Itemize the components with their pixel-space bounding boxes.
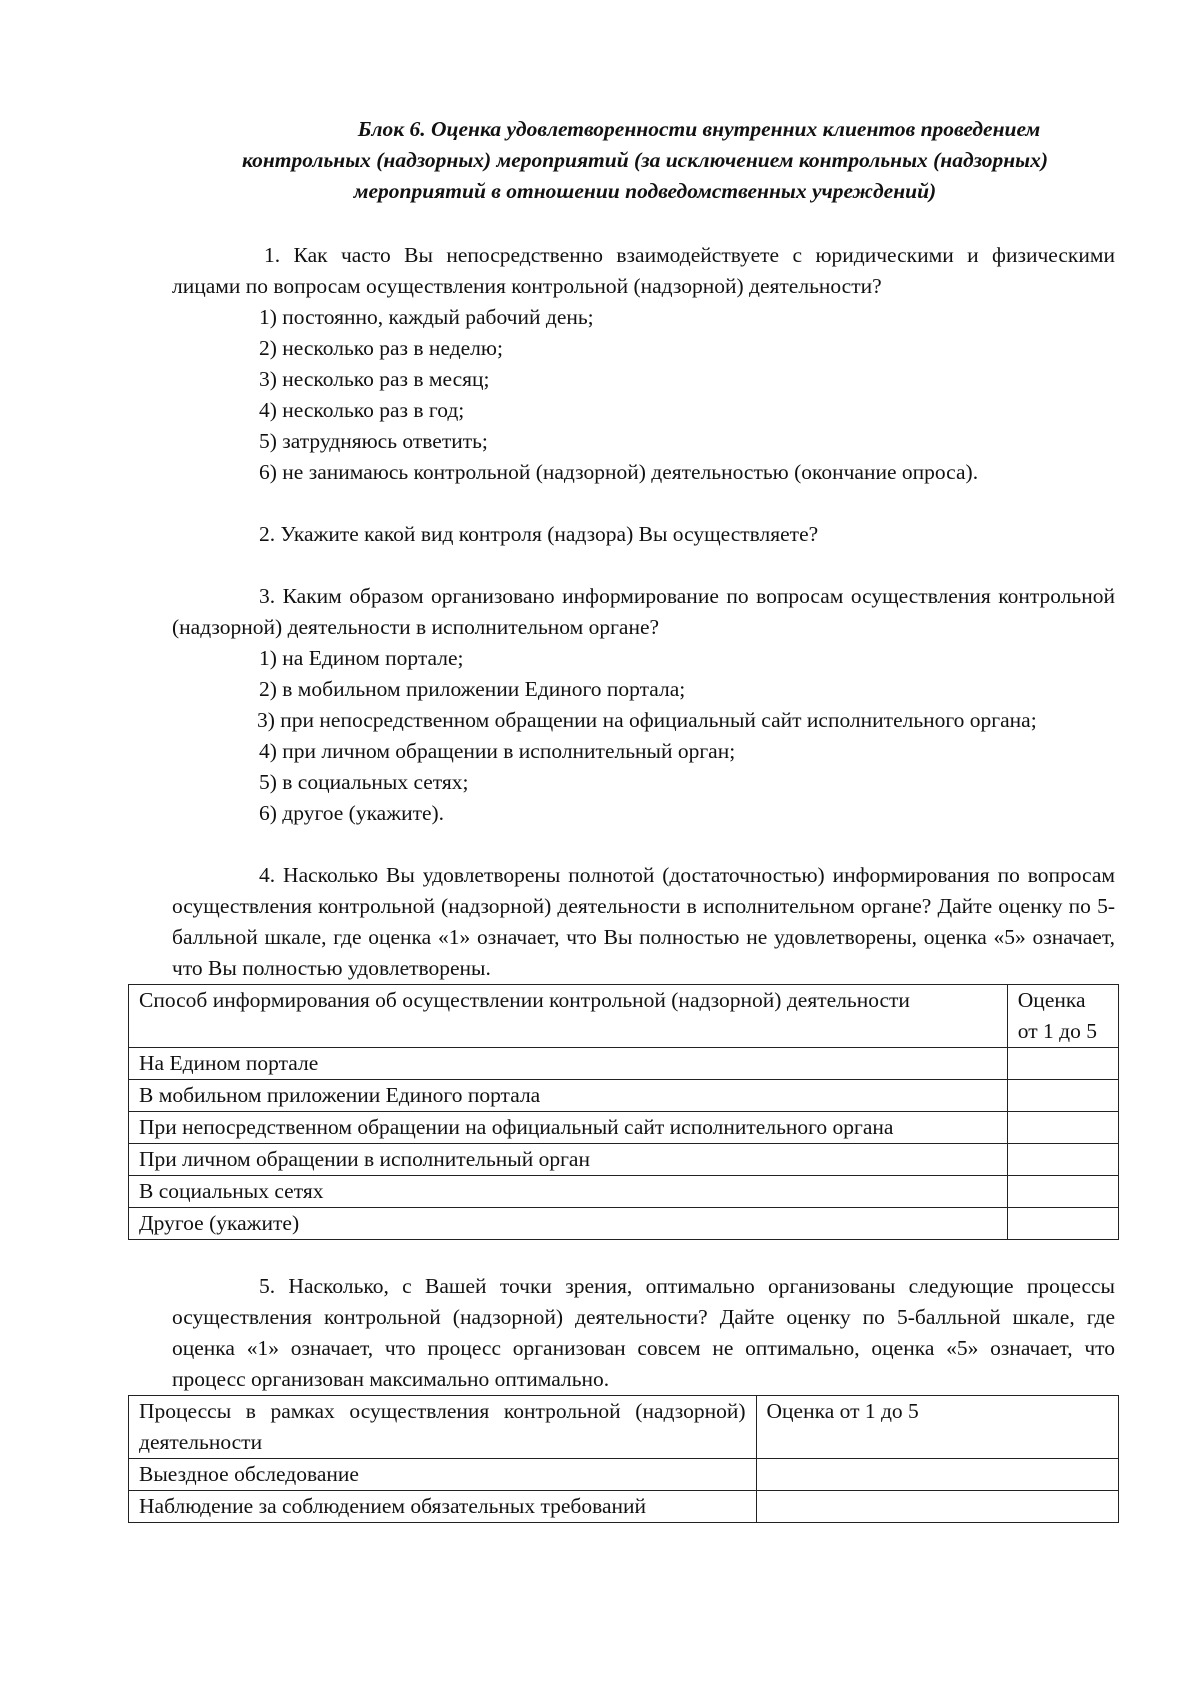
table-cell-score-input[interactable] (756, 1459, 1119, 1491)
q1-option-5: 5) затрудняюсь ответить; (259, 429, 488, 453)
table-row (129, 1112, 1119, 1144)
informing-rating-table (128, 984, 1119, 1240)
question-5: 5. Насколько, с Вашей точки зрения, оптимально организованы следующие процессы осуществления контрольной (надзорной) деятельности? Дайте оценку по 5-балльной шкале, где оценка «1» означает, что процесс организован совсем не оптимально, оценка «5» означает, что процесс организован максимально оптимально. (172, 1274, 1115, 1391)
question-2: 2. Укажите какой вид контроля (надзора) Вы осуществляете? (259, 522, 819, 546)
table-header-score: Оценка от 1 до 5 (756, 1396, 1119, 1459)
q3-option-4: 4) при личном обращении в исполнительный орган; (259, 739, 736, 763)
table-row (129, 1208, 1119, 1240)
table-cell-method: На Едином портале (129, 1048, 1008, 1080)
table-cell-score-input[interactable] (1007, 1048, 1118, 1080)
q1-option-4: 4) несколько раз в год; (259, 398, 465, 422)
block-title-line-1: Блок 6. Оценка удовлетворенности внутренних клиентов проведением (357, 117, 1041, 141)
q1-option-3: 3) несколько раз в месяц; (259, 367, 490, 391)
q3-option-5: 5) в социальных сетях; (259, 770, 469, 794)
process-rating-table (128, 1395, 1119, 1523)
block-title-line-3: мероприятий в отношении подведомственных учреждений) (353, 179, 937, 203)
table-row (129, 1459, 1119, 1491)
table-cell-score-input[interactable] (1007, 1144, 1118, 1176)
q1-option-1: 1) постоянно, каждый рабочий день; (259, 305, 594, 329)
table-header-method: Способ информирования об осуществлении контрольной (надзорной) деятельности (129, 985, 1008, 1048)
table-header-row (129, 1396, 1119, 1459)
block-title-line-2: контрольных (надзорных) мероприятий (за исключением контрольных (надзорных) (241, 148, 1049, 172)
table-cell-score-input[interactable] (1007, 1176, 1118, 1208)
table-cell-score-input[interactable] (1007, 1080, 1118, 1112)
question-3: 3. Каким образом организовано информирование по вопросам осуществления контрольной (надзорной) деятельности в исполнительном органе? (172, 584, 1115, 639)
table-row (129, 1080, 1119, 1112)
table-header-row (129, 985, 1119, 1048)
document-content (139, 240, 1115, 1523)
q1-option-2: 2) несколько раз в неделю; (259, 336, 503, 360)
q3-option-6: 6) другое (укажите). (259, 801, 445, 825)
question-4: 4. Насколько Вы удовлетворены полнотой (достаточностью) информирования по вопросам осуществления контрольной (надзорной) деятельности в исполнительном органе? Дайте оценку по 5-балльной шкале, где оценка «1» означает, что Вы полностью не удовлетворены, оценка «5» означает, что Вы полностью удовлетворены. (172, 863, 1115, 980)
table-cell-method: При непосредственном обращении на официальный сайт исполнительного органа (129, 1112, 1008, 1144)
table-cell-method: При личном обращении в исполнительный орган (129, 1144, 1008, 1176)
table-row (129, 1144, 1119, 1176)
q3-option-3: 3) при непосредственном обращении на официальный сайт исполнительного органа; (257, 708, 1037, 732)
table-header-score: Оценка от 1 до 5 (1007, 985, 1118, 1048)
q3-option-1: 1) на Едином портале; (259, 646, 464, 670)
q3-option-2: 2) в мобильном приложении Единого портала; (259, 677, 686, 701)
table-cell-process: Выездное обследование (129, 1459, 757, 1491)
table-row (129, 1491, 1119, 1523)
table-row (129, 1176, 1119, 1208)
table-cell-method: В мобильном приложении Единого портала (129, 1080, 1008, 1112)
question-1: 1. Как часто Вы непосредственно взаимодействуете с юридическими и физическими лицами по вопросам осуществления контрольной (надзорной) деятельности? (172, 243, 1115, 298)
block-title (160, 114, 1130, 207)
table-cell-score-input[interactable] (756, 1491, 1119, 1523)
table-cell-score-input[interactable] (1007, 1208, 1118, 1240)
table-cell-score-input[interactable] (1007, 1112, 1118, 1144)
q1-option-6: 6) не занимаюсь контрольной (надзорной) деятельностью (окончание опроса). (259, 460, 979, 484)
table-header-process: Процессы в рамках осуществления контрольной (надзорной) деятельности (129, 1396, 757, 1459)
table-cell-method: В социальных сетях (129, 1176, 1008, 1208)
table-cell-method: Другое (укажите) (129, 1208, 1008, 1240)
table-cell-process: Наблюдение за соблюдением обязательных требований (129, 1491, 757, 1523)
table-row (129, 1048, 1119, 1080)
